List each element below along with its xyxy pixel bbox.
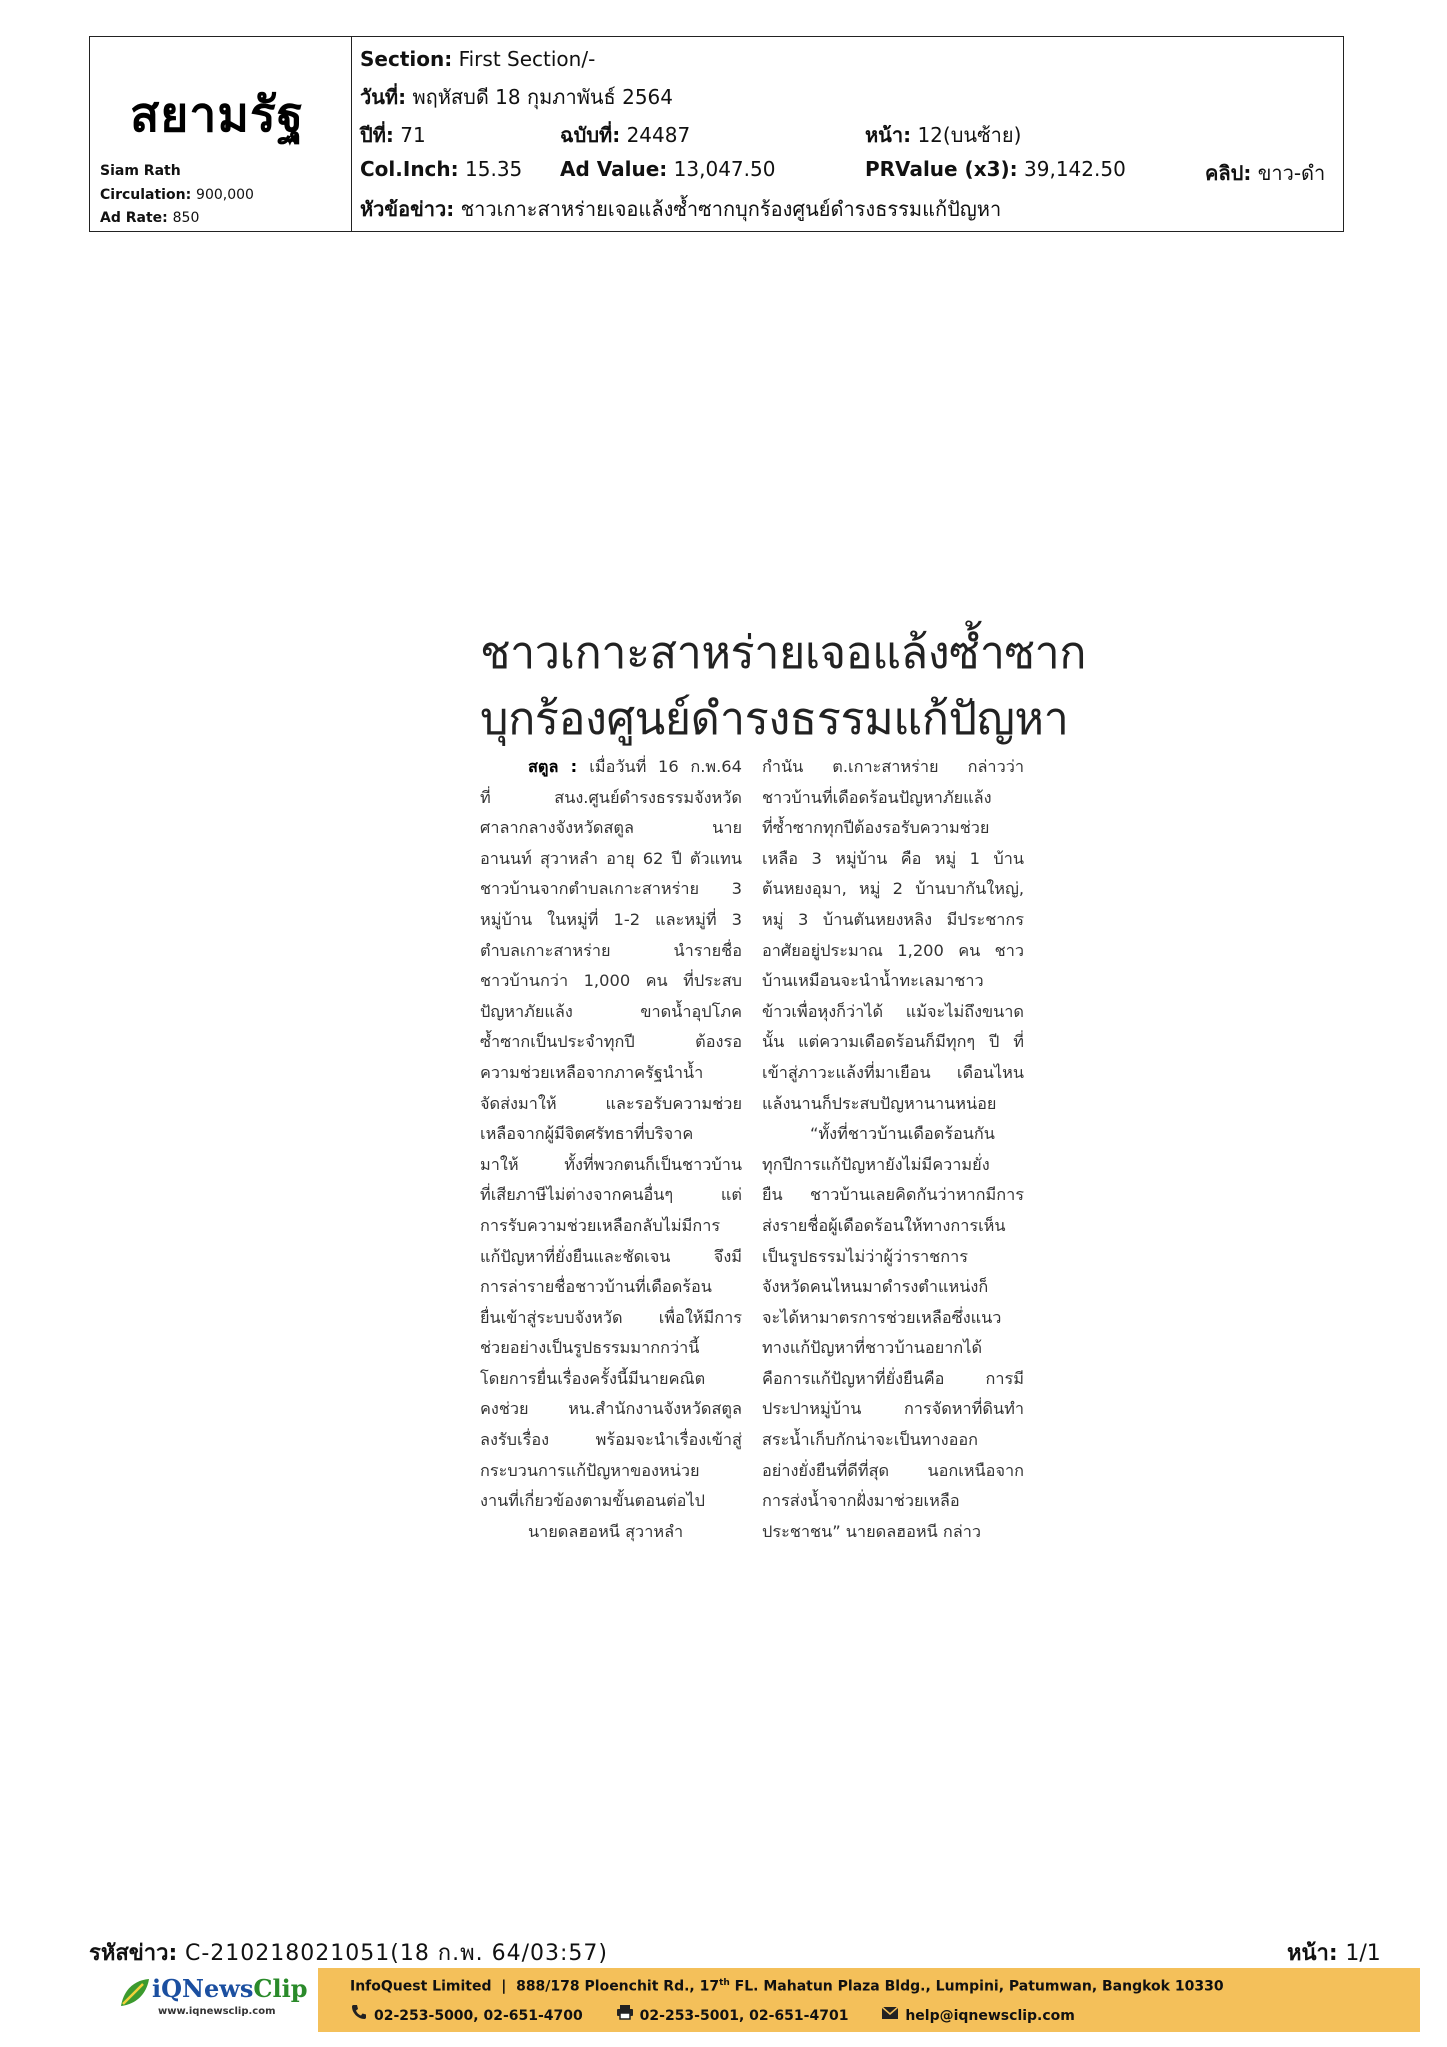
year-field: ปีที่: 71: [360, 123, 426, 147]
article-line: คงช่วย หน.สำนักงานจังหวัดสตูล: [480, 1399, 742, 1419]
clip-code: รหัสข่าว: C-210218021051(18 ก.พ. 64/03:57): [89, 1941, 608, 1966]
article-line: ที่ซ้ำซากทุกปีต้องรอรับความช่วย: [762, 818, 990, 838]
article-line: การส่งน้ำจากฝั่งมาช่วยเหลือ: [762, 1491, 960, 1511]
col-inch-field: Col.Inch: 15.35: [360, 157, 523, 181]
article-line: การรับความช่วยเหลือกลับไม่มีการ: [480, 1215, 721, 1235]
article-line: หมู่ 3 บ้านตันหยงหลิง มีประชากร: [762, 909, 1024, 929]
article-line: งานที่เกี่ยวข้องตามขั้นตอนต่อไป: [480, 1491, 705, 1511]
section-row: Section: First Section/-: [360, 47, 596, 71]
leaf-icon: [118, 1976, 152, 2010]
article-line: แล้งนานก็ประสบปัญหานานหน่อย: [762, 1093, 997, 1113]
clipping-meta: [360, 37, 1343, 231]
article-line: จัดส่งมาให้ และรอรับความช่วย: [480, 1093, 742, 1113]
article-line: ประปาหมู่บ้าน การจัดหาที่ดินทำ: [762, 1399, 1024, 1419]
article-line: ต้นหยงอุมา, หมู่ 2 บ้านบากันใหญ่,: [762, 879, 1024, 899]
article-line: ชาวบ้านที่เดือดร้อนปัญหาภัยแล้ง: [762, 787, 992, 807]
article-line: อย่างยั่งยืนที่ดีที่สุด นอกเหนือจาก: [762, 1460, 1024, 1480]
article-line: ตำบลเกาะสาหร่าย นำรายชื่อ: [480, 940, 742, 960]
article-line: ข้าวเพื่อหุงก็ว่าได้ แม้จะไม่ถึงขนาด: [762, 1001, 1024, 1021]
article-line: ทางแก้ปัญหาที่ชาวบ้านอยากได้: [762, 1338, 983, 1358]
publication-name: Siam Rath: [100, 163, 181, 179]
article-headline: [480, 620, 1086, 752]
article-line: อานนท์ สุวาหลำ อายุ 62 ปี ตัวแทน: [480, 848, 742, 868]
iqnewsclip-url: www.iqnewsclip.com: [158, 2006, 276, 2017]
article-line: ยืน ชาวบ้านเลยคิดกันว่าหากมีการ: [762, 1185, 1024, 1205]
contact-bar: [318, 1968, 1420, 2032]
article-line: ศาลากลางจังหวัดสตูล นาย: [480, 818, 742, 838]
clip-type-field: คลิป: ขาว-ดำ: [1205, 161, 1326, 185]
company-address: InfoQuest Limited | 888/178 Ploenchit Rd., 17th FL. Mahatun Plaza Bldg., Lumpini, Patumwan, Bangkok 10330: [350, 1978, 1224, 1995]
article-line: ซ้ำซากเป็นประจำทุกปี ต้องรอ: [480, 1032, 742, 1052]
ad-value-field: Ad Value: 13,047.50: [560, 157, 776, 181]
fax-contact: 02-253-5001, 02-651-4701: [616, 2004, 849, 2024]
article-line: ที่เสียภาษีไม่ต่างจากคนอื่นๆ แต่: [480, 1185, 742, 1205]
headline-line-1: ชาวเกาะสาหร่ายเจอแล้งซ้ำซาก: [480, 626, 1087, 679]
article-line: เหลือ 3 หมู่บ้าน คือ หมู่ 1 บ้าน: [762, 848, 1024, 868]
article-line: สตูล : เมื่อวันที่ 16 ก.พ.64: [528, 757, 742, 776]
article-column-1: [480, 752, 742, 1547]
article-line: นั้น แต่ความเดือดร้อนก็มีทุกๆ ปี ที่: [762, 1032, 1024, 1052]
article-line: เหลือจากผู้มีจิตศรัทธาที่บริจาค: [480, 1124, 694, 1144]
iqnewsclip-wordmark: iQNewsClip: [152, 1974, 308, 2003]
article-line: โดยการยื่นเรื่องครั้งนี้มีนายคณิต: [480, 1368, 706, 1388]
date-row: วันที่: พฤหัสบดี 18 กุมภาพันธ์ 2564: [360, 85, 674, 109]
clipping-header: [89, 36, 1344, 232]
article-dateline: สตูล :: [528, 757, 590, 776]
article-line: สระน้ำเก็บกักน่าจะเป็นทางออก: [762, 1430, 978, 1450]
article-line: ทุกปีการแก้ปัญหายังไม่มีความยั่ง: [762, 1154, 990, 1174]
article-line: เข้าสู่ภาวะแล้งที่มาเยือน เดือนไหน: [762, 1062, 1024, 1082]
article-line: อาศัยอยู่ประมาณ 1,200 คน ชาว: [762, 940, 1024, 960]
article-line: ปัญหาภัยแล้ง ขาดน้ำอุปโภค: [480, 1001, 742, 1021]
headline-line-2: บุกร้องศูนย์ดำรงธรรมแก้ปัญหา: [480, 692, 1069, 745]
article-line: เป็นรูปธรรมไม่ว่าผู้ว่าราชการ: [762, 1246, 968, 1266]
article-line: จังหวัดคนไหนมาดำรงตำแหน่งก็: [762, 1277, 989, 1297]
article-line: ส่งรายชื่อผู้เดือดร้อนให้ทางการเห็น: [762, 1215, 1006, 1235]
email-contact: help@iqnewsclip.com: [881, 2006, 1075, 2024]
publication-brand: [90, 37, 352, 231]
article-line: ที่ สนง.ศูนย์ดำรงธรรมจังหวัด: [480, 787, 742, 807]
article-line: ความช่วยเหลือจากภาครัฐนำน้ำ: [480, 1062, 704, 1082]
phone-icon: [350, 2004, 368, 2024]
envelope-icon: [881, 2006, 899, 2024]
pr-value-field: PRValue (x3): 39,142.50: [865, 157, 1126, 181]
page-field: หน้า: 12(บนซ้าย): [865, 123, 1022, 147]
contact-details: [350, 2004, 1103, 2024]
article-line: กำนัน ต.เกาะสาหร่าย กล่าวว่า: [762, 757, 1024, 776]
article-line: ยื่นเข้าสู่ระบบจังหวัด เพื่อให้มีการ: [480, 1307, 742, 1327]
article-line: ประชาชน” นายดลฮอหนี กล่าว: [762, 1521, 982, 1541]
article-line: มาให้ ทั้งที่พวกตนก็เป็นชาวบ้าน: [480, 1154, 742, 1174]
article-line: ช่วยอย่างเป็นรูปธรรมมากกว่านี้: [480, 1338, 700, 1358]
article-line: นายดลฮอหนี สุวาหลำ: [528, 1521, 684, 1541]
article-line: บ้านเหมือนจะนำน้ำทะเลมาชาว: [762, 971, 984, 991]
circulation: Circulation: 900,000: [100, 187, 254, 203]
publication-logo: สยามรัฐ: [130, 87, 305, 143]
article-line: “ทั้งที่ชาวบ้านเดือดร้อนกัน: [810, 1124, 995, 1144]
headline-row: หัวข้อข่าว: ชาวเกาะสาหร่ายเจอแล้งซ้ำซากบุกร้องศูนย์ดำรงธรรมแก้ปัญหา: [360, 197, 1002, 221]
article-line: จะได้หามาตรการช่วยเหลือซึ่งแนว: [762, 1307, 1002, 1327]
article-line: คือการแก้ปัญหาที่ยั่งยืนคือ การมี: [762, 1368, 1024, 1388]
ad-rate: Ad Rate: 850: [100, 210, 200, 226]
article-line: การล่ารายชื่อชาวบ้านที่เดือดร้อน: [480, 1277, 712, 1297]
article-line: กระบวนการแก้ปัญหาของหน่วย: [480, 1460, 700, 1480]
issue-field: ฉบับที่: 24487: [560, 123, 691, 147]
article-line: ชาวบ้านจากตำบลเกาะสาหร่าย 3: [480, 879, 742, 899]
article-line: ลงรับเรื่อง พร้อมจะนำเรื่องเข้าสู่: [480, 1430, 742, 1450]
phone-contact: 02-253-5000, 02-651-4700: [350, 2004, 583, 2024]
iqnewsclip-logo: [114, 1970, 314, 2030]
article-column-2: [762, 752, 1024, 1547]
article-line: แก้ปัญหาที่ยั่งยืนและชัดเจน จึงมี: [480, 1246, 742, 1266]
clip-page-number: หน้า: 1/1: [1287, 1941, 1381, 1966]
article-line: หมู่บ้าน ในหมู่ที่ 1-2 และหมู่ที่ 3: [480, 909, 742, 929]
article-line: ชาวบ้านกว่า 1,000 คน ที่ประสบ: [480, 971, 742, 991]
printer-icon: [616, 2004, 634, 2024]
